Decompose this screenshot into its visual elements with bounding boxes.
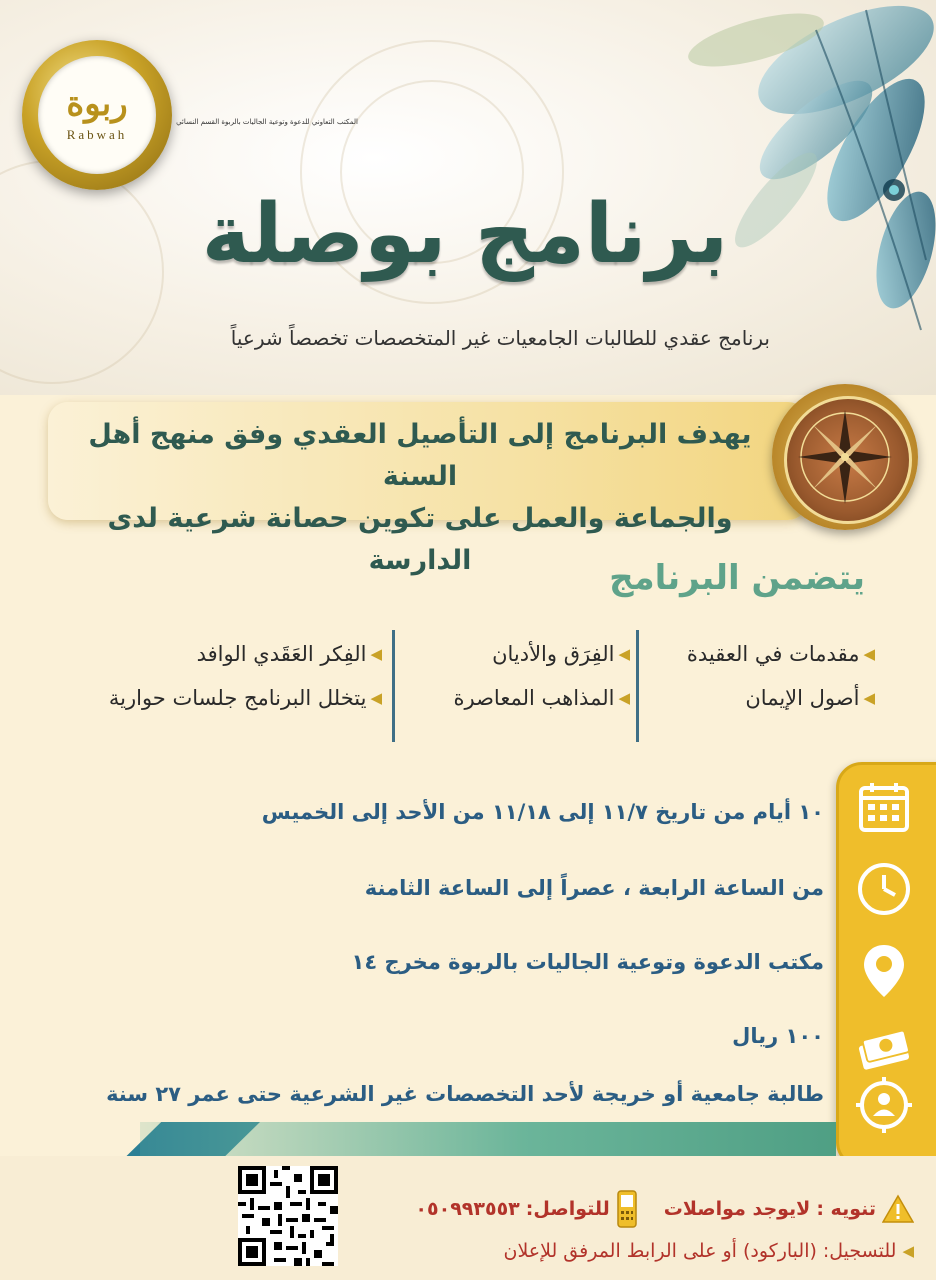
list-item (70, 632, 382, 676)
list-item-label: يتخلل البرنامج جلسات حوارية (108, 686, 367, 710)
logo-badge (38, 56, 156, 174)
program-subtitle: برنامج عقدي للطالبات الجامعيات غير المتخصصات تخصصاً شرعياً (230, 326, 770, 350)
notice-text: لايوجد مواصلات (663, 1198, 811, 1220)
registration-qr-code[interactable] (238, 1166, 338, 1266)
column-divider (392, 630, 395, 742)
register-text: (الباركود) أو على الرابط المرفق للإعلان (503, 1240, 817, 1262)
date-info: ١٠ أيام من تاريخ ١١/٧ إلى ١١/١٨ من الأحد إلى الخميس (261, 800, 824, 824)
bullet-triangle-icon: ◀ (863, 689, 875, 707)
goal-line-2: والجماعة والعمل على تكوين حصانة شرعية لدى الدارسة (107, 502, 733, 576)
contact-label: للتواصل: (525, 1198, 610, 1220)
eligibility-info: طالبة جامعية أو خريجة لأحد التخصصات غير الشرعية حتى عمر ٢٧ سنة (106, 1082, 824, 1106)
location-pin-icon (855, 942, 913, 1000)
bullet-triangle-icon: ◀ (370, 689, 382, 707)
list-item-label: مقدمات في العقيدة (686, 642, 860, 666)
bullet-triangle-icon: ◀ (618, 689, 630, 707)
bullet-triangle-icon: ◀ (902, 1242, 914, 1260)
notice-contact-line (415, 1190, 914, 1228)
contents-column-1 (660, 632, 875, 720)
time-info: من الساعة الرابعة ، عصراً إلى الساعة الثامنة (364, 876, 824, 900)
bullet-triangle-icon: ◀ (618, 645, 630, 663)
program-title: برنامج بوصلة (201, 187, 729, 282)
goal-text (70, 414, 770, 581)
list-item-label: الفِرَق والأديان (492, 642, 615, 666)
list-item-label: المذاهب المعاصرة (453, 686, 615, 710)
notice-label: تنويه : (816, 1198, 876, 1220)
logo-arabic-text: ربوة (66, 84, 128, 124)
contents-column-2 (405, 632, 630, 720)
decorative-stripe (140, 1122, 836, 1156)
register-label: للتسجيل: (822, 1240, 897, 1262)
fee-info: ١٠٠ ريال (732, 1024, 824, 1048)
registration-line (503, 1240, 914, 1262)
clock-icon (855, 860, 913, 918)
rabwah-logo (22, 40, 172, 190)
bullet-triangle-icon: ◀ (370, 645, 382, 663)
contents-column-3 (70, 632, 382, 720)
list-item-label: الفِكر العَقَدي الوافد (196, 642, 367, 666)
mobile-phone-icon (616, 1190, 638, 1228)
column-divider (636, 630, 639, 742)
list-item (405, 632, 630, 676)
location-info: مكتب الدعوة وتوعية الجاليات بالربوة مخرج ١٤ (351, 950, 824, 974)
compass-rose-icon (784, 396, 906, 518)
list-item-label: أصول الإيمان (745, 686, 860, 710)
list-item (660, 676, 875, 720)
warning-icon (882, 1194, 914, 1224)
contents-title: يتضمن البرنامج (609, 558, 865, 598)
calendar-icon (855, 778, 913, 836)
money-icon (855, 1020, 913, 1078)
goal-line-1: يهدف البرنامج إلى التأصيل العقدي وفق منهج أهل السنة (88, 419, 752, 492)
list-item (70, 676, 382, 720)
logo-english-text: Rabwah (66, 127, 128, 142)
list-item (660, 632, 875, 676)
bullet-triangle-icon: ◀ (863, 645, 875, 663)
organization-caption: المكتب التعاوني للدعوة وتوعية الجاليات بالربوة القسم النسائي (176, 118, 358, 126)
contact-phone[interactable]: ٠٥٠٩٩٣٥٥٣ (415, 1198, 520, 1220)
compass-icon (772, 384, 918, 530)
list-item (405, 676, 630, 720)
person-target-icon (855, 1076, 913, 1134)
